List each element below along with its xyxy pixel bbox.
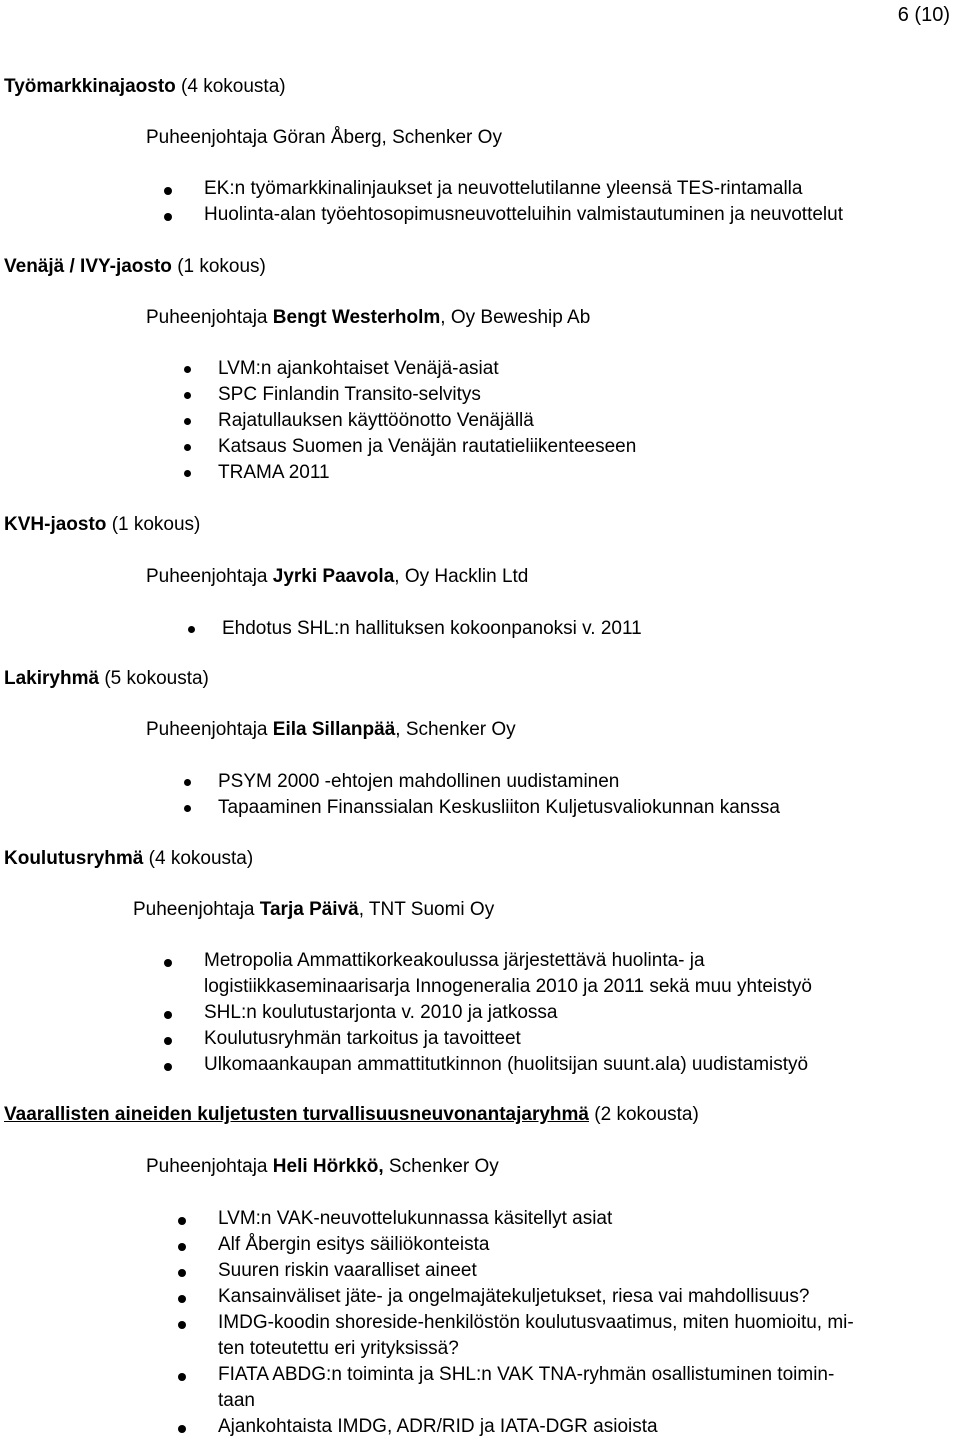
- page-number: 6 (10): [897, 4, 950, 26]
- group-name: Työmarkkinajaosto: [4, 76, 176, 97]
- list-item: TRAMA 2011: [218, 460, 636, 486]
- section-heading-venaja-ivy: [4, 254, 266, 280]
- section-heading-lakiryhma: [4, 666, 209, 692]
- chair-prefix: Puheenjohtaja: [146, 719, 273, 740]
- group-name: Lakiryhmä: [4, 668, 100, 689]
- chair-company: , Oy Beweship Ab: [440, 307, 591, 328]
- list-item: LVM:n ajankohtaiset Venäjä-asiat: [218, 356, 636, 382]
- list-item: EK:n työmarkkinalinjaukset ja neuvottelutilanne yleensä TES-rintamalla: [204, 176, 843, 202]
- group-name: Vaarallisten aineiden kuljetusten turvallisuusneuvonantajaryhmä: [4, 1104, 589, 1125]
- list-item: IMDG-koodin shoreside-henkilöstön koulutusvaatimus, miten huomioitu, mi-: [218, 1310, 854, 1336]
- chair-line: [146, 1154, 499, 1180]
- chair-prefix: Puheenjohtaja: [146, 1156, 273, 1177]
- meeting-count: (4 kokousta): [148, 848, 254, 869]
- section-heading-tyomarkkinajaosto: [4, 74, 286, 100]
- agenda-list: [218, 769, 780, 821]
- list-item: Kansainväliset jäte- ja ongelmajätekuljetukset, riesa vai mahdollisuus?: [218, 1284, 854, 1310]
- agenda-list: [222, 616, 642, 642]
- chair-name: Bengt Westerholm: [272, 307, 441, 328]
- chair-line: [133, 897, 494, 923]
- list-item: SPC Finlandin Transito-selvitys: [218, 382, 636, 408]
- agenda-list: [204, 176, 843, 228]
- list-item: Huolinta-alan työehtosopimusneuvotteluihin valmistautuminen ja neuvottelut: [204, 202, 843, 228]
- chair-prefix: Puheenjohtaja Göran Åberg, Schenker Oy: [146, 127, 502, 148]
- meeting-count: (1 kokous): [111, 514, 201, 535]
- chair-line: [146, 564, 528, 590]
- chair-line: [146, 305, 590, 331]
- list-item: Koulutusryhmän tarkoitus ja tavoitteet: [204, 1026, 812, 1052]
- list-item: Katsaus Suomen ja Venäjän rautatieliikenteeseen: [218, 434, 636, 460]
- chair-name: Tarja Päivä: [259, 899, 359, 920]
- list-item: PSYM 2000 -ehtojen mahdollinen uudistaminen: [218, 769, 780, 795]
- chair-line: [146, 125, 502, 151]
- list-item-continuation: ten toteutettu eri yrityksissä?: [218, 1338, 459, 1359]
- group-name: Venäjä / IVY-jaosto: [4, 256, 172, 277]
- section-heading-vak: [4, 1102, 699, 1128]
- list-item: Metropolia Ammattikorkeakoulussa järjestettävä huolinta- ja: [204, 948, 812, 974]
- list-item: Alf Åbergin esitys säiliökonteista: [218, 1232, 854, 1258]
- list-item-continuation: logistiikkaseminaarisarja Innogeneralia 2010 ja 2011 sekä muu yhteistyö: [204, 976, 812, 997]
- agenda-list: [218, 356, 636, 486]
- meeting-count: (4 kokousta): [181, 76, 286, 97]
- list-item: Suuren riskin vaaralliset aineet: [218, 1258, 854, 1284]
- chair-prefix: Puheenjohtaja: [146, 566, 273, 587]
- group-name: Koulutusryhmä: [4, 848, 144, 869]
- list-item: LVM:n VAK-neuvottelukunnassa käsitellyt asiat: [218, 1206, 854, 1232]
- list-item: Rajatullauksen käyttöönotto Venäjällä: [218, 408, 636, 434]
- chair-company: , Oy Hacklin Ltd: [394, 566, 529, 587]
- chair-line: [146, 717, 516, 743]
- agenda-list: [218, 1206, 854, 1440]
- chair-prefix: Puheenjohtaja: [133, 899, 260, 920]
- list-item: Ulkomaankaupan ammattitutkinnon (huolitsijan suunt.ala) uudistamistyö: [204, 1052, 812, 1078]
- chair-name: Jyrki Paavola: [272, 566, 395, 587]
- chair-name: Eila Sillanpää: [272, 719, 396, 740]
- list-item: Tapaaminen Finanssialan Keskusliiton Kuljetusvaliokunnan kanssa: [218, 795, 780, 821]
- list-item: Ajankohtaista IMDG, ADR/RID ja IATA-DGR asioista: [218, 1414, 854, 1440]
- list-item: SHL:n koulutustarjonta v. 2010 ja jatkossa: [204, 1000, 812, 1026]
- section-heading-kvh: [4, 512, 200, 538]
- chair-prefix: Puheenjohtaja: [146, 307, 273, 328]
- chair-company: , TNT Suomi Oy: [358, 899, 495, 920]
- list-item: Ehdotus SHL:n hallituksen kokoonpanoksi v. 2011: [222, 616, 642, 642]
- meeting-count: (1 kokous): [177, 256, 266, 277]
- section-heading-koulutusryhma: [4, 846, 253, 872]
- chair-company: , Schenker Oy: [395, 719, 516, 740]
- list-item: FIATA ABDG:n toiminta ja SHL:n VAK TNA-ryhmän osallistuminen toimin-: [218, 1362, 854, 1388]
- agenda-list: [204, 948, 812, 1078]
- meeting-count: (2 kokousta): [594, 1104, 699, 1125]
- chair-name: Heli Hörkkö,: [272, 1156, 384, 1177]
- chair-company: Schenker Oy: [383, 1156, 499, 1177]
- meeting-count: (5 kokousta): [104, 668, 209, 689]
- group-name: KVH-jaosto: [4, 514, 107, 535]
- list-item-continuation: taan: [218, 1390, 255, 1411]
